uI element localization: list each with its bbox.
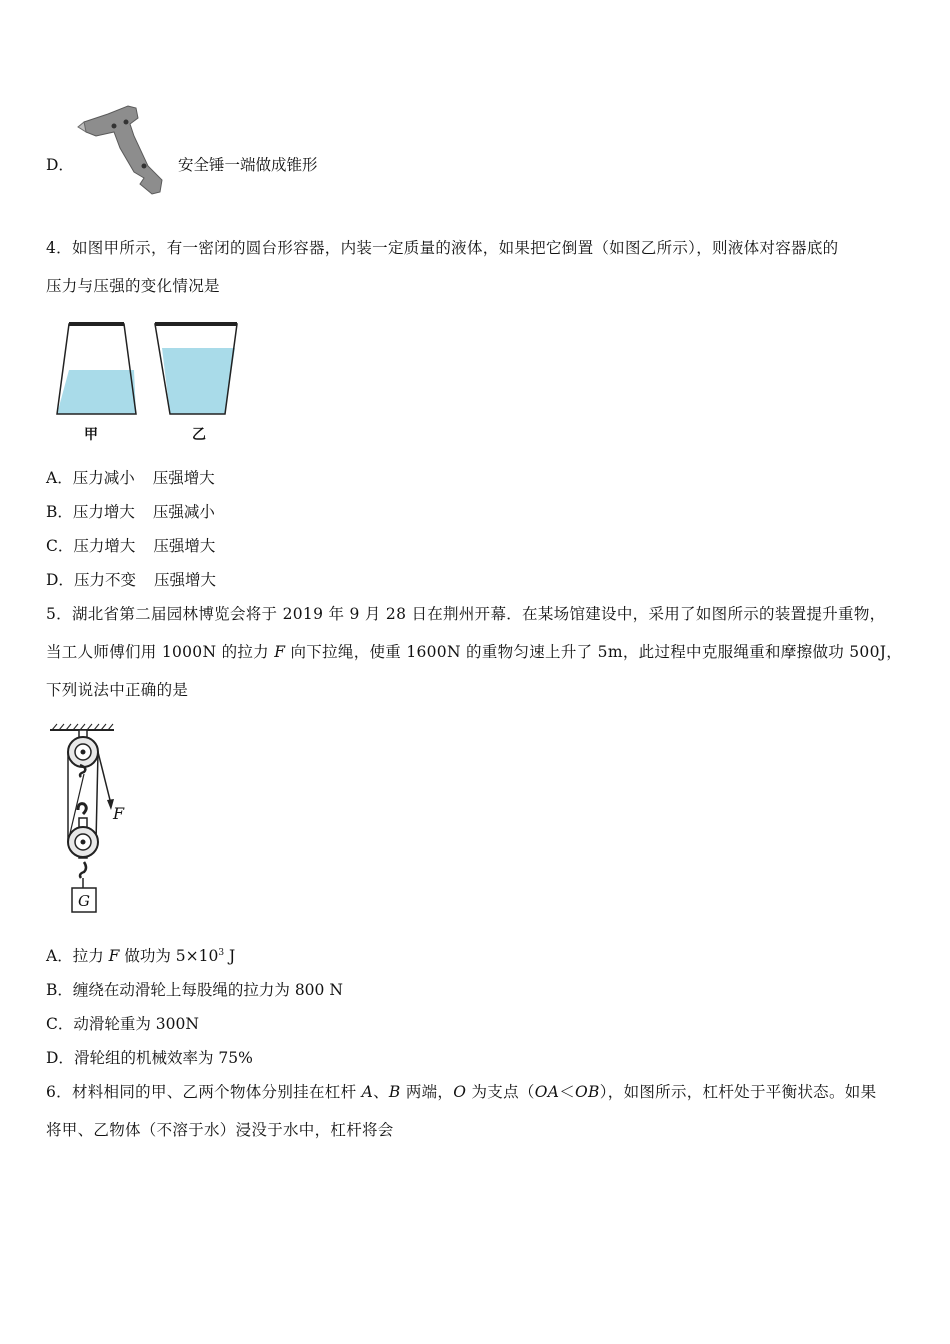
option-letter: A．	[46, 947, 73, 965]
q4-option-b	[46, 500, 215, 522]
q6-stem-line2: 将甲、乙物体（不溶于水）浸没于水中，杠杆将会	[46, 1121, 394, 1139]
q4-containers-figure	[50, 318, 250, 422]
q5-stem-line3: 下列说法中正确的是	[46, 681, 189, 699]
option-text: 压力不变	[73, 571, 136, 589]
option-text: 压强增大	[152, 469, 215, 487]
exponent: 3	[218, 948, 225, 958]
option-text: 拉力	[72, 947, 109, 965]
q5-stem-line1: 5．湖北省第二届园林博览会将于 2019 年 9 月 28 日在荆州开幕．在某场馆建设中，采用了如图所示的装置提升重物，	[46, 605, 886, 623]
option-text: 做功为 5×10	[119, 947, 219, 965]
safety-hammer-image	[74, 96, 174, 196]
force-label: F	[113, 804, 125, 823]
figure-label-jia: 甲	[84, 427, 98, 443]
text-fragment: 向下拉绳，使重 1600N 的重物匀速上升了 5m，此过程中克服绳重和摩擦做功 500J，	[285, 643, 903, 661]
option-letter: B．	[46, 503, 73, 521]
text-fragment: 为支点（	[466, 1083, 535, 1101]
q4-option-c	[46, 534, 215, 556]
segment-oa: OA	[534, 1083, 560, 1101]
q5-option-a	[46, 944, 235, 966]
pulley-system-figure	[48, 722, 138, 918]
option-text: 压力增大	[73, 537, 136, 555]
option-text: 压强增大	[153, 537, 216, 555]
segment-ob: OB	[575, 1083, 600, 1101]
point-o: O	[453, 1083, 467, 1101]
figure-label-yi: 乙	[192, 427, 206, 443]
force-symbol: F	[274, 643, 286, 661]
option-letter: D．	[46, 571, 74, 589]
point-a: A	[361, 1083, 374, 1101]
text-fragment: 两端，	[400, 1083, 454, 1101]
weight-label: G	[78, 892, 90, 910]
option-text: 压强增大	[153, 571, 216, 589]
option-text: 压强减小	[152, 503, 215, 521]
option-text: J	[224, 947, 236, 965]
option-letter: C．	[46, 1015, 74, 1033]
q3-option-d-text: 安全锤一端做成锥形	[178, 156, 318, 174]
option-letter: D．	[46, 1049, 74, 1067]
option-letter: A．	[46, 469, 73, 487]
q4-stem-line1: 4．如图甲所示，有一密闭的圆台形容器，内装一定质量的液体，如果把它倒置（如图乙所示），则液体对容器底的	[46, 239, 839, 257]
q5-option-b	[46, 978, 343, 1000]
option-text: 动滑轮重为 300N	[73, 1015, 199, 1033]
option-letter: B．	[46, 981, 73, 999]
text-fragment: ＜	[559, 1083, 576, 1101]
q4-option-a	[46, 466, 215, 488]
q5-option-c	[46, 1012, 199, 1034]
option-text: 缠绕在动滑轮上每股绳的拉力为 800 N	[72, 981, 343, 999]
text-fragment: ），如图所示，杠杆处于平衡状态。如果	[599, 1083, 877, 1101]
container-b-liquid	[162, 348, 235, 414]
option-text: 压力增大	[72, 503, 135, 521]
container-a-liquid	[57, 370, 136, 414]
q4-option-d	[46, 568, 216, 590]
q6-stem-line1	[46, 1080, 876, 1102]
q3-option-d	[46, 153, 74, 175]
option-text: 压力减小	[72, 469, 135, 487]
force-symbol: F	[108, 947, 120, 965]
q3-option-d-letter: D．	[46, 156, 74, 174]
text-fragment: 、	[373, 1083, 389, 1101]
text-fragment: 当工人师傅们用 1000N 的拉力	[46, 643, 275, 661]
option-text: 滑轮组的机械效率为 75%	[73, 1049, 253, 1067]
point-b: B	[388, 1083, 401, 1101]
text-fragment: 6．材料相同的甲、乙两个物体分别挂在杠杆	[46, 1083, 362, 1101]
option-letter: C．	[46, 537, 74, 555]
q5-stem-line2	[46, 640, 902, 662]
q5-option-d	[46, 1046, 253, 1068]
q4-stem-line2: 压力与压强的变化情况是	[46, 277, 220, 295]
